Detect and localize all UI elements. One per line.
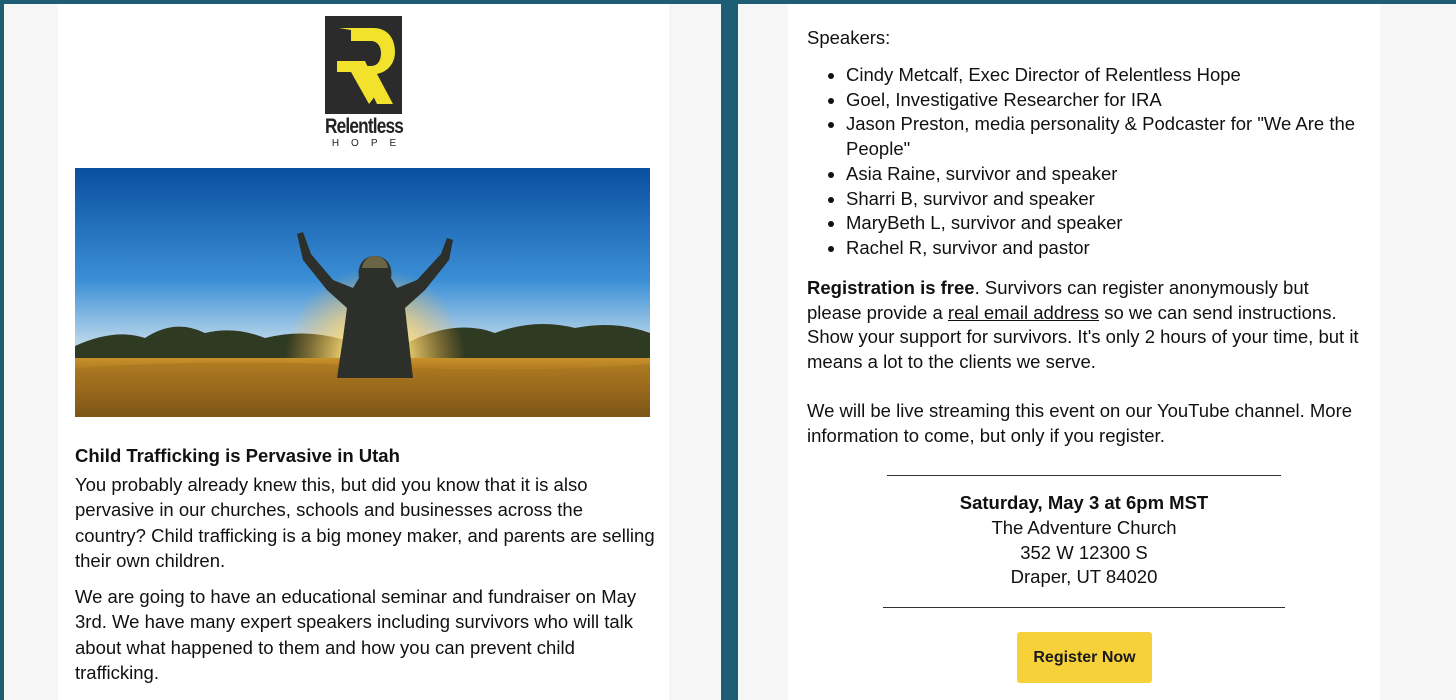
registration-text-1: . Survivors can register anonymously but please provide a	[807, 277, 1309, 323]
r-logo-icon	[325, 16, 402, 114]
divider-top	[887, 475, 1281, 476]
list-item: • Rachel R, survivor and pastor	[846, 236, 1366, 261]
event-street: 352 W 12300 S	[1020, 542, 1148, 563]
logo-subtext: HOPE	[331, 138, 409, 149]
register-now-button[interactable]: Register Now	[1017, 632, 1152, 683]
list-item: • Jason Preston, media personality & Podcaster for "We Are the People"	[846, 112, 1366, 161]
article-paragraph-2: We are going to have an educational seminar and fundraiser on May 3rd. We have many expert speakers including survivors who will talk about what happened to them and how you can prevent child trafficking.	[75, 586, 637, 683]
list-item: • Goel, Investigative Researcher for IRA	[846, 88, 1366, 113]
logo-wordmark: Relentless	[325, 115, 403, 138]
email-address-link[interactable]: real email address	[947, 301, 1100, 323]
relentless-hope-logo	[325, 16, 402, 114]
article-paragraph-1: You probably already knew this, but did you know that it is also pervasive in our churches, schools and businesses across the country? Child trafficking is a big money maker, and parents are selling their own children.	[75, 474, 655, 571]
streaming-paragraph: We will be live streaming this event on our YouTube channel. More information to come, but only if you register.	[807, 400, 1353, 446]
speakers-label: Speakers:	[807, 27, 891, 48]
registration-bold: Registration is free	[807, 277, 975, 298]
email-content-right	[788, 4, 1380, 700]
divider-bottom	[883, 607, 1285, 608]
email-right-panel	[738, 4, 1456, 700]
event-city: Draper, UT 84020	[1010, 566, 1158, 587]
list-item: • MaryBeth L, survivor and speaker	[846, 211, 1366, 236]
list-item: • Asia Raine, survivor and speaker	[846, 162, 1366, 187]
event-venue: The Adventure Church	[991, 517, 1177, 538]
list-item: • Sharri B, survivor and speaker	[846, 187, 1366, 212]
registration-text-2: so we can send instructions. Show your support for survivors. It's only 2 hours of your time, but it means a lot to the clients we serve.	[807, 301, 1359, 373]
list-item: • Cindy Metcalf, Exec Director of Relentless Hope	[846, 63, 1366, 88]
article-heading: Child Trafficking is Pervasive in Utah	[75, 445, 400, 466]
speaker-list	[807, 63, 1366, 261]
email-left-panel	[4, 4, 721, 700]
registration-paragraph	[807, 276, 1367, 375]
event-date: Saturday, May 3 at 6pm MST	[959, 492, 1209, 513]
email-content-left	[58, 4, 669, 700]
hero-image	[75, 168, 650, 417]
